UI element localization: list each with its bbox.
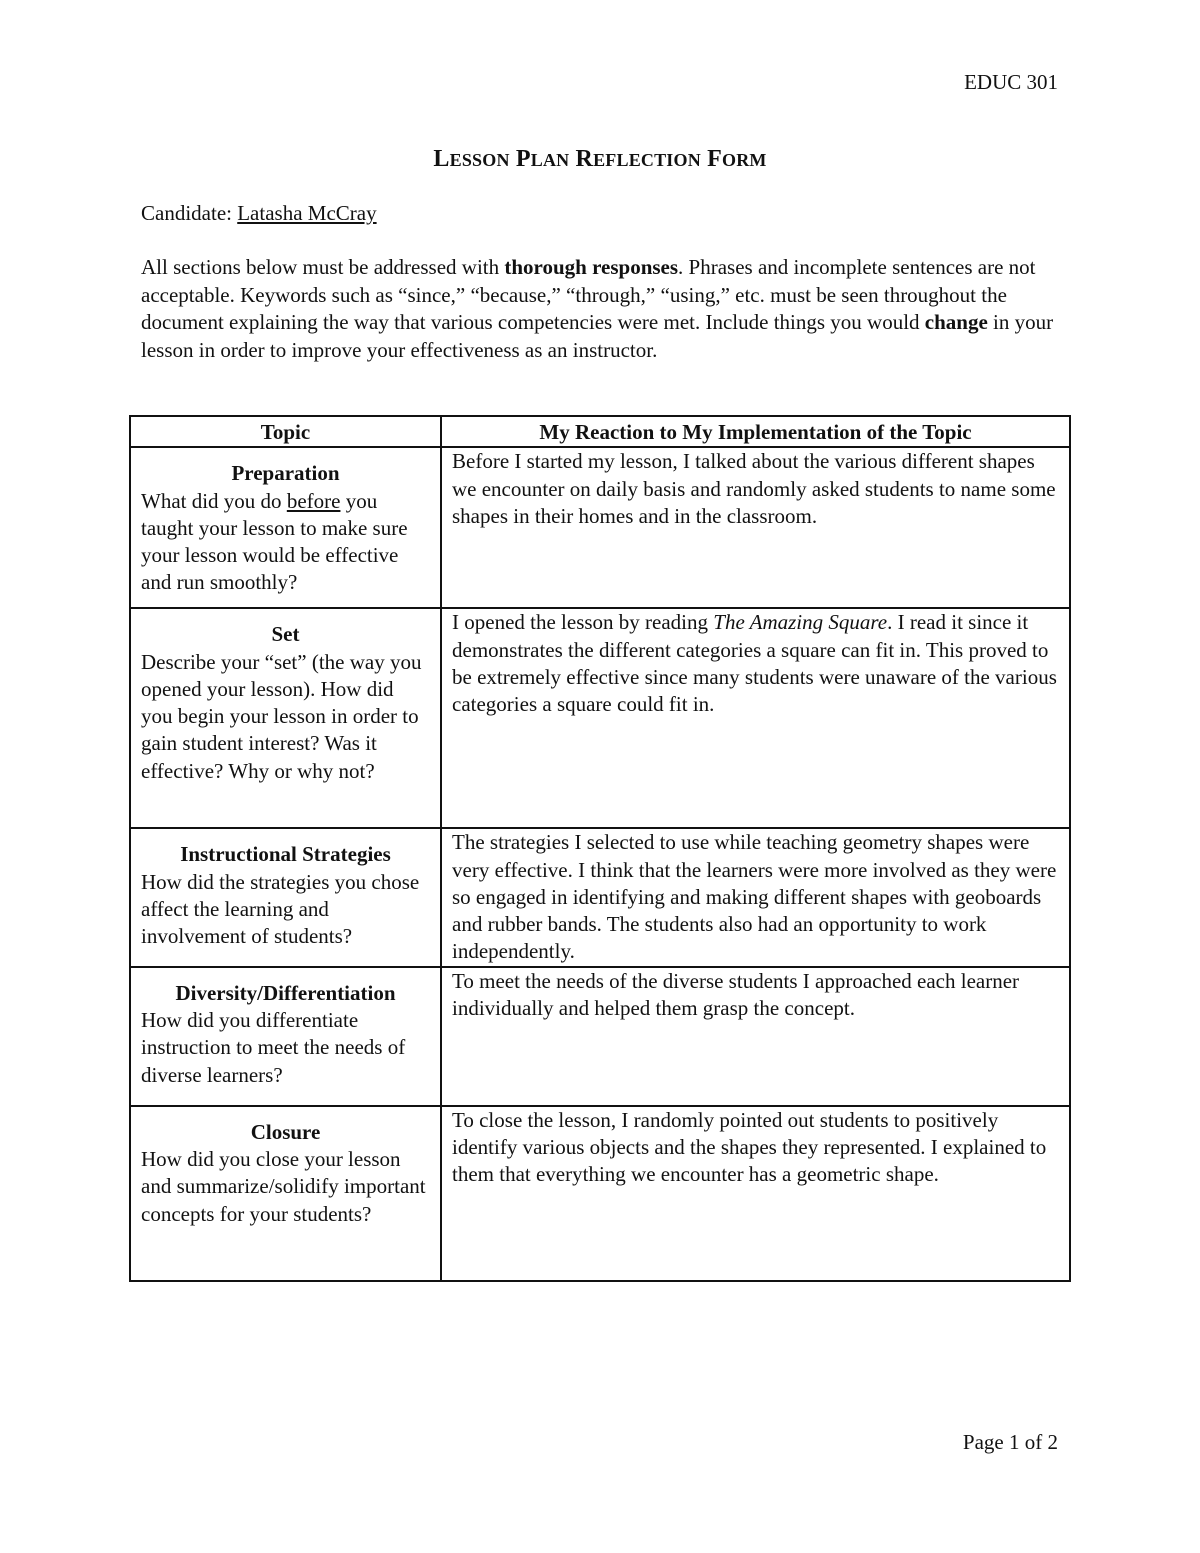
response-text: The strategies I selected to use while teaching geometry shapes were very effective. I think that the learners were more involved as they were so engaged in identifying and making different shapes with geoboards and rubber bands. The students also had an opportunity to work independently.	[452, 830, 1057, 964]
topic-name: Set	[271, 622, 300, 647]
book-title: The Amazing Square	[713, 610, 888, 635]
response-text: To meet the needs of the diverse students I approached each learner individually and helped them grasp the concept.	[452, 968, 1020, 1021]
intro-text-1: All sections below must be addressed with	[141, 255, 505, 279]
topic-question	[141, 1007, 430, 1089]
topic-cell	[130, 608, 441, 828]
topic-cell	[130, 967, 441, 1106]
question-text: How did you close your lesson and summarize/solidify important concepts for your students?	[141, 1147, 426, 1226]
title-rest-3: EFLECTION	[593, 150, 701, 170]
response-cell	[441, 447, 1070, 608]
response-cell	[441, 967, 1070, 1106]
intro-bold-1: thorough responses	[504, 255, 679, 279]
candidate-label: Candidate:	[141, 201, 238, 225]
candidate-name: Latasha McCray	[237, 201, 377, 225]
table-row	[130, 967, 1070, 1106]
topic-name: Instructional Strategies	[180, 842, 391, 867]
table-row	[130, 447, 1070, 608]
table-row	[130, 608, 1070, 828]
topic-question	[141, 1146, 430, 1228]
topic-cell	[130, 1106, 441, 1281]
reflection-table	[129, 415, 1071, 1282]
topic-cell	[130, 828, 441, 966]
intro-bold-2: change	[924, 310, 988, 334]
response-text-end: . I read it since it demonstrates the different categories a square can fit in. This proved to be extremely effective since many students were unaware of the various categories a square could fit in.	[452, 610, 1057, 717]
topic-question	[141, 488, 430, 597]
intro-text-2: . Phrases and incomplete sentences are not acceptable. Keywords such as “since,” “because,” “through,” “using,” etc. must be seen throughout the document explaining the way that various competencies were met. Include things you would	[141, 255, 1036, 334]
question-text: How did the strategies you chose affect the learning and involvement of students?	[141, 869, 420, 949]
topic-question	[141, 869, 430, 951]
title-cap-4: F	[707, 146, 722, 172]
title-cap-2: P	[515, 146, 531, 172]
response-cell	[441, 608, 1070, 828]
topic-name: Closure	[250, 1119, 321, 1144]
topic-cell	[130, 447, 441, 608]
response-cell	[441, 1106, 1070, 1281]
title-rest-2: LAN	[530, 150, 570, 170]
table-row	[130, 828, 1070, 966]
page-number: Page 1 of 2	[962, 1430, 1058, 1454]
question-text: What did you do	[141, 488, 287, 513]
title-rest-4: ORM	[722, 150, 767, 170]
header-reaction: My Reaction to My Implementation of the Topic	[441, 416, 1070, 447]
title-rest-1: ESSON	[449, 150, 510, 170]
candidate-line	[141, 201, 377, 226]
instructions-paragraph	[141, 254, 1071, 364]
title-cap-3: R	[575, 146, 594, 172]
header-topic: Topic	[130, 416, 441, 447]
response-text: Before I started my lesson, I talked about the various different shapes we encounter on daily basis and randomly asked students to name some shapes in their homes and in the classroom.	[452, 449, 1056, 528]
question-underline: before	[286, 488, 341, 513]
form-title	[0, 146, 1200, 173]
question-text: Describe your “set” (the way you opened your lesson). How did you begin your lesson in order to gain student interest? Was it effective? Why or why not?	[141, 649, 422, 783]
question-text: How did you differentiate instruction to meet the needs of diverse learners?	[141, 1008, 406, 1087]
table-row	[130, 1106, 1070, 1281]
topic-name: Diversity/Differentiation	[175, 980, 396, 1005]
topic-name: Preparation	[231, 461, 340, 486]
topic-question	[141, 649, 430, 785]
table-header-row	[130, 416, 1070, 447]
course-code: EDUC 301	[964, 70, 1058, 94]
response-text: To close the lesson, I randomly pointed out students to positively identify various objects and the shapes they represented. I explained to them that everything we encounter has a geometric shape.	[452, 1107, 1047, 1187]
question-text-end: you taught your lesson to make sure your lesson would be effective and run smoothly?	[141, 488, 408, 595]
intro-text-3: in your lesson in order to improve your effectiveness as an instructor.	[141, 310, 1054, 362]
response-cell	[441, 828, 1070, 966]
response-text: I opened the lesson by reading	[452, 610, 714, 635]
title-cap-1: L	[433, 146, 450, 172]
